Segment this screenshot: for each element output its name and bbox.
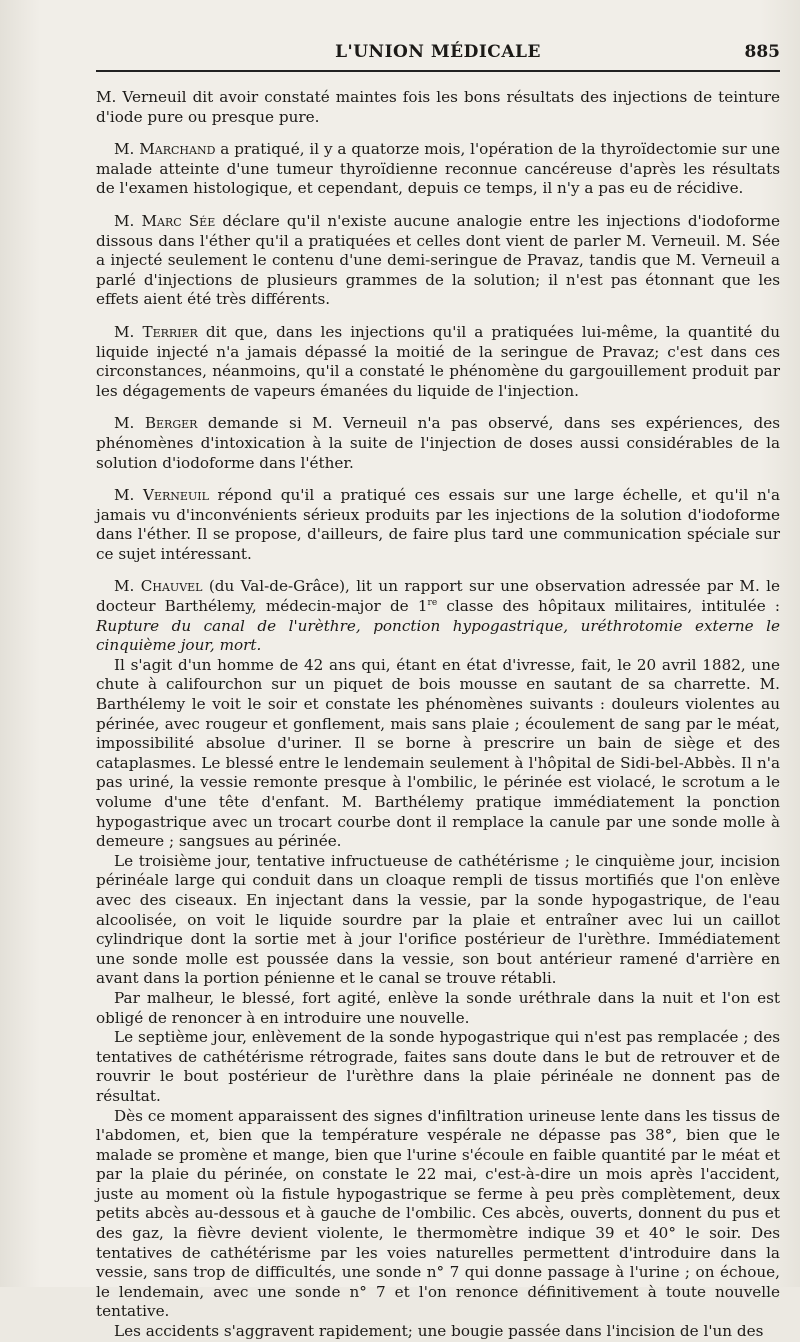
observation-title: Rupture du canal de l'urèthre, ponction hypogastrique, uréthrotomie externe le cinquième jour, mort. (96, 616, 780, 655)
page-number: 885 (744, 42, 780, 62)
journal-title: L'UNION MÉDICALE (335, 42, 541, 62)
paragraph-seventh-day: Le septième jour, enlèvement de la sonde hypogastrique qui n'est pas remplacée ; des tentatives de cathétérisme rétrograde, faites sans doute dans le but de retrouver et de rouvrir le bout postérieur de l'urèthre dans la plaie périnéale ne donnent pas de résultat. (96, 1028, 780, 1105)
paragraph-text: dit que, dans les injections qu'il a pratiquées lui-même, la quantité du liquide injecté n'a jamais dépassé la moitié de la seringue de Pravaz; c'est dans ces circonstances, néanmoins, qu'il a constaté le phénomène du gargouillement produit par les dégagements de vapeurs émanées du liquide de l'injection. (96, 322, 780, 400)
paragraph-marchand (96, 140, 780, 199)
ordinal-superscript: re (427, 598, 438, 608)
paragraph-text: (du Val-de-Grâce), lit un rapport sur une observation adressée par M. le docteur Barthélemy, médecin-major de 1 (96, 577, 780, 616)
paragraph-accidents: Les accidents s'aggravent rapidement; une bougie passée dans l'incision de l'un des (114, 1322, 764, 1341)
paragraph-terrier (96, 323, 780, 401)
paragraph-case-history: Il s'agit d'un homme de 42 ans qui, étant en état d'ivresse, fait, le 20 avril 1882, une chute à califourchon sur un piquet de bois mousse en sautant de sa charrette. M. Barthélemy le voit le soir et constate les phénomènes suivants : douleurs violentes au périnée, avec rougeur et gonflement, mais sans plaie ; écoulement de sang par le méat, impossibilité absolue d'uriner. Il se borne à prescrire un bain de siège et des cataplasmes. Le blessé entre le lendemain seulement à l'hôpital de Sidi-bel-Abbès. Il n'a pas uriné, la vessie remonte presque à l'ombilic, le périnée est violacé, le scrotum a le volume d'une tête d'enfant. M. Barthélemy pratique immédiatement la ponction hypogastrique avec un trocart courbe dont il remplace la canule par une sonde molle à demeure ; sangsues au périnée. (96, 655, 780, 851)
speaker-name: M. Chauvel (114, 577, 203, 596)
paragraph-verneuil-iode: M. Verneuil dit avoir constaté maintes fois les bons résultats des injections de teinture d'iode pure ou presque pure. (96, 88, 780, 126)
speaker-name: M. Marc Sée (114, 211, 216, 230)
paragraph-verneuil-reply (96, 486, 780, 564)
paragraph-berger (96, 414, 780, 473)
paragraph-marc-see (96, 212, 780, 310)
speaker-name: M. Marchand (114, 140, 216, 159)
speaker-name: M. Berger (114, 414, 198, 433)
speaker-name: M. Verneuil (114, 486, 209, 505)
header-rule (96, 70, 780, 72)
running-header (96, 42, 780, 66)
paragraph-infiltration: Dès ce moment apparaissent des signes d'infiltration urineuse lente dans les tissus de l'abdomen, et, bien que la température vespérale ne dépasse pas 38°, bien que le malade se promène et mange, bien que l'urine s'écoule en faible quantité par le méat et par la plaie du périnée, on constate le 22 mai, c'est-à-dire un mois après l'accident, juste au moment où la fistule hypogastrique se ferme à peu près complètement, deux petits abcès au-dessous et à gauche de l'ombilic. Ces abcès, ouverts, donnent du pus et des gaz, la fièvre devient violente, le thermomètre indique 39 et 40° le soir. Des tentatives de cathétérisme par les voies naturelles permettent d'introduire dans la vessie, sans trop de difficultés, une sonde n° 7 qui donne passage à l'urine ; on échoue, le lendemain, avec une sonde n° 7 et l'on renonce définitivement à toute nouvelle tentative. (96, 1106, 780, 1321)
paragraph-chauvel (96, 577, 780, 655)
paragraph-text: demande si M. Verneuil n'a pas observé, dans ses expériences, des phénomènes d'intoxication à la suite de l'injection de doses aussi considérables de la solution d'iodoforme dans l'éther. (96, 414, 781, 472)
paragraph-text: a pratiqué, il y a quatorze mois, l'opération de la thyroïdectomie sur une malade atteinte d'une tumeur thyroïdienne reconnue cancéreuse d'après les résultats de l'examen histologique, et cependant, depuis ce temps, il n'y a pas eu de récidive. (96, 140, 780, 198)
paragraph-third-day: Le troisième jour, tentative infructueuse de cathétérisme ; le cinquième jour, incision périnéale large qui conduit dans un cloaque rempli de tissus mortifiés que l'on enlève avec des ciseaux. En injectant dans la vessie, par la sonde hypogastrique, de l'eau alcoolisée, on voit le liquide sourdre par la plaie et entraîner avec lui un caillot cylindrique dont la sortie met à jour l'orifice postérieur de l'urèthre. Immédiatement une sonde molle est poussée dans la vessie, son bout antérieur ramené d'arrière en avant dans la portion pénienne et le canal se trouve rétabli. (96, 851, 780, 988)
paragraph-sonde-removed: Par malheur, le blessé, fort agité, enlève la sonde uréthrale dans la nuit et l'on est obligé de renoncer à en introduire une nouvelle. (96, 988, 780, 1027)
paragraph-text: classe des hôpitaux militaires, intitulée : (437, 597, 781, 616)
article-body (96, 88, 780, 1342)
speaker-name: M. Terrier (114, 322, 198, 341)
paragraph-text: répond qu'il a pratiqué ces essais sur une large échelle, et qu'il n'a jamais vu d'inconvénients sérieux produits par les injections de la solution d'iodoforme dans l'éther. Il se propose, d'ailleurs, de faire plus tard une communication spéciale sur ce sujet intéressant. (96, 486, 780, 563)
paragraph-text: déclare qu'il n'existe aucune analogie entre les injections d'iodoforme dissous dans l'éther qu'il a pratiquées et celles dont vient de parler M. Verneuil. M. Sée a injecté seulement le contenu d'une demi-seringue de Pravaz, tandis que M. Verneuil a parlé d'injections de plusieurs grammes de la solution; il n'est pas étonnant que les effets aient été très différents. (96, 211, 780, 309)
